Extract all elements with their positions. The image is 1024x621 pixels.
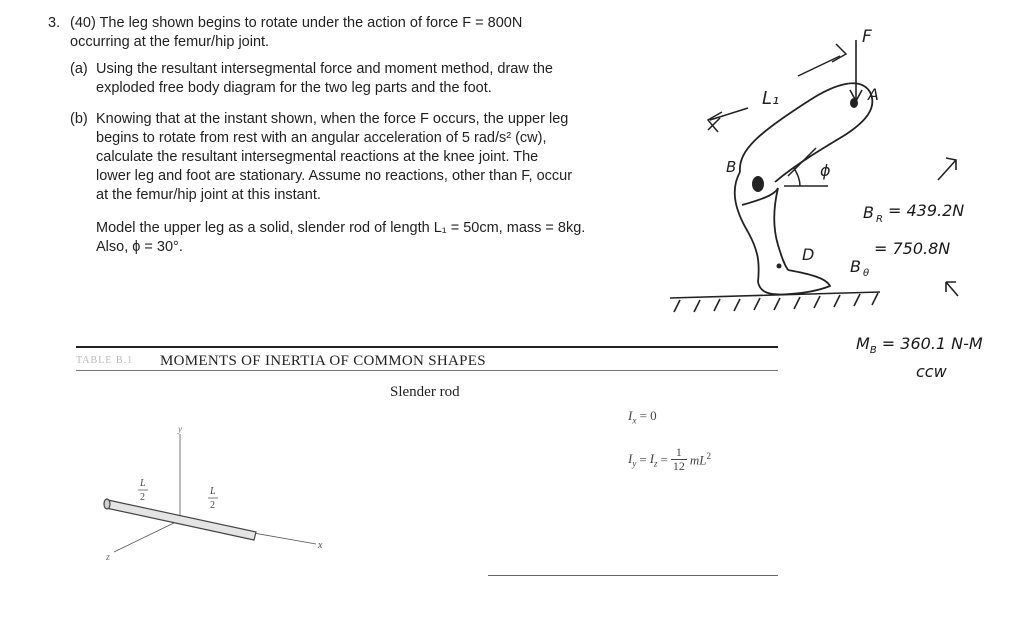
- B-theta-subscript: θ: [863, 268, 870, 279]
- B-theta-value: = 750.8N: [874, 239, 951, 258]
- part-a: [70, 60, 628, 98]
- Iz-subscript: z: [654, 458, 658, 469]
- Ix-rhs: = 0: [639, 408, 657, 423]
- part-b-line-1: Knowing that at the instant shown, when the force F occurs, the upper leg: [96, 111, 569, 127]
- problem-number: 3.: [48, 15, 61, 31]
- slender-rod-figure: [96, 420, 346, 570]
- label-F: F: [862, 27, 872, 47]
- table-title: MOMENTS OF INERTIA OF COMMON SHAPES: [160, 353, 486, 369]
- part-b-line-5: at the femur/hip joint at this instant.: [96, 187, 321, 203]
- B-R-subscript: R: [876, 214, 883, 225]
- handwritten-answers: [850, 158, 964, 296]
- label-D: D: [802, 245, 815, 264]
- axis-x-label: x: [318, 540, 323, 551]
- B-R-direction-arrow: [938, 158, 956, 180]
- Iz-symbol: I: [649, 450, 655, 466]
- table-header-rule: [76, 370, 778, 371]
- foot: [758, 270, 830, 295]
- fraction-numerator: 1: [675, 445, 682, 459]
- leg-diagram: [660, 0, 1024, 320]
- axis-y-label: y: [178, 424, 182, 434]
- model-statement: [96, 219, 628, 257]
- part-b-line-2: begins to rotate from rest with an angular acceleration of 5 rad/s² (cw),: [96, 130, 547, 146]
- part-b-line-3: calculate the resultant intersegmental reactions at the knee joint. The: [96, 149, 539, 165]
- M-B-value: = 360.1 N-M: [881, 334, 983, 353]
- equals-1: =: [639, 451, 647, 467]
- M-B-direction: ccw: [916, 362, 947, 381]
- label-B: B: [726, 158, 737, 176]
- half-length-label-left: [138, 478, 148, 503]
- problem-intro: [48, 14, 628, 52]
- part-b-label: (b): [70, 111, 88, 127]
- axis-z-label: z: [106, 552, 110, 563]
- B-R-symbol: B: [863, 203, 874, 222]
- fraction-denominator: 12: [672, 459, 685, 473]
- intro-line-1: (40) The leg shown begins to rotate under the action of force F = 800N: [70, 15, 523, 31]
- M-B-subscript-text: B: [869, 345, 877, 357]
- equals-2: =: [660, 451, 668, 467]
- half-L-right: L: [210, 486, 216, 497]
- model-line-1: Model the upper leg as a solid, slender rod of length L₁ = 50cm, mass = 8kg.: [96, 220, 586, 236]
- part-a-label: (a): [70, 61, 88, 77]
- B-R-value: = 439.2N: [888, 201, 965, 220]
- table-top-rule: [76, 346, 778, 348]
- model-line-2: Also, ϕ = 30°.: [96, 239, 183, 255]
- shape-name: Slender rod: [390, 384, 460, 400]
- B-theta-direction-arrow: [946, 282, 958, 296]
- table-bottom-rule: [488, 575, 778, 576]
- mL-term: mL: [689, 452, 707, 468]
- part-a-line-1: Using the resultant intersegmental force and moment method, draw the: [96, 61, 553, 77]
- formula-Iy-Iz: [628, 446, 711, 473]
- M-B-line: [856, 334, 983, 356]
- part-b: [70, 110, 628, 205]
- table-label: TABLE B.1: [76, 355, 134, 366]
- half-den-left: 2: [140, 492, 145, 503]
- label-phi: ϕ: [820, 161, 831, 180]
- Iy-subscript: y: [632, 458, 637, 469]
- knee-joint-dot: [752, 176, 764, 192]
- problem-statement: [48, 14, 628, 257]
- Iy-symbol: I: [628, 450, 633, 466]
- formula-Ix: [628, 408, 657, 426]
- intro-line-2: occurring at the femur/hip joint.: [70, 34, 270, 50]
- Ix-symbol: I: [628, 408, 633, 423]
- B-theta-symbol: B: [850, 257, 861, 276]
- part-b-line-4: lower leg and foot are stationary. Assume no reactions, other than F, occur: [96, 168, 573, 184]
- half-den-right: 2: [210, 500, 215, 511]
- part-a-line-2: exploded free body diagram for the two leg parts and the foot.: [96, 80, 492, 96]
- half-length-label-right: [208, 486, 218, 511]
- Ix-subscript: x: [632, 415, 637, 426]
- force-F-arrow: [850, 40, 862, 101]
- mL-exponent: 2: [706, 450, 712, 461]
- M-B-symbol-text: M: [856, 334, 870, 353]
- label-L1: L₁: [762, 88, 780, 109]
- half-L-left: L: [140, 478, 146, 489]
- fraction-one-twelfth: [671, 446, 687, 473]
- ankle-dot: [777, 264, 782, 269]
- label-A: A: [868, 85, 879, 104]
